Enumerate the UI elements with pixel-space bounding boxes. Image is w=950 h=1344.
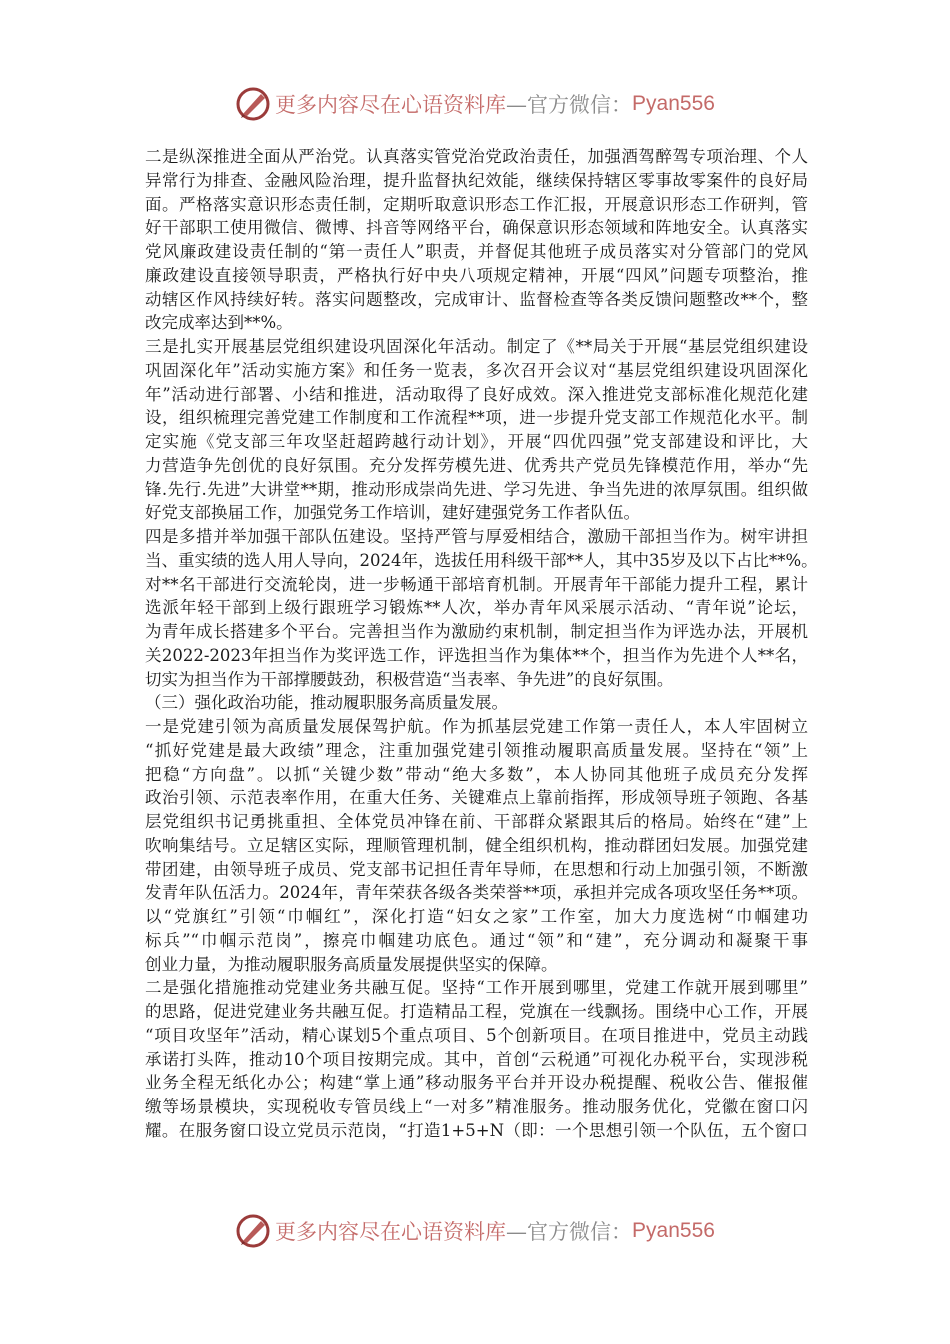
text-line: 四是多措并举加强干部队伍建设。坚持严管与厚爱相结合，激励干部担当作为。树牢讲担: [145, 527, 808, 546]
pen-logo-icon: [235, 1213, 271, 1249]
watermark-wechat-id: Pyan556: [632, 1219, 715, 1242]
text-line: 吹响集结号。立足辖区实际，理顺管理机制，健全组织机构，推动群团妇发展。加强党建: [145, 835, 808, 855]
text-line: 为青年成长搭建多个平台。完善担当作为激励约束机制，制定担当作为评选办法，开展机: [145, 622, 808, 641]
text-line: 耀。在服务窗口设立党员示范岗，“打造1+5+N（即：一个思想引领一个队伍，五个窗口: [145, 1120, 808, 1140]
watermark-text: 更多内容尽在心语资料库: [275, 1220, 507, 1244]
text-line: 关2022-2023年担当作为奖评选工作，评选担当作为集体**个，担当作为先进个人**名，: [145, 645, 808, 665]
text-line: 动辖区作风持续好转。落实问题整改，完成审计、监督检查等各类反馈问题整改**个，整: [145, 289, 808, 309]
text-line: 年”活动进行部署、小结和推进，活动取得了良好成效。深入推进党支部标准化规范化建: [145, 384, 808, 404]
text-line: 的思路，促进党建业务共融互促。打造精品工程，党旗在一线飘扬。围绕中心工作，开展: [145, 1002, 808, 1021]
text-line: 当、重实绩的选人用人导向，2024年，选拔任用科级干部**人，其中35岁及以下占比**%。: [145, 550, 818, 570]
text-line: 改完成率达到**%。: [145, 313, 293, 333]
text-line: 承诺打头阵，推动10个项目按期完成。其中，首创“云税通”可视化办税平台，实现涉税: [145, 1049, 808, 1069]
text-line: 一是党建引领为高质量发展保驾护航。作为抓基层党建工作第一责任人，本人牢固树立: [145, 717, 808, 736]
text-line: 设，组织梳理完善党建工作制度和工作流程**项，进一步提升党支部工作规范化水平。制: [145, 408, 808, 428]
text-line: 业务全程无纸化办公；构建“掌上通”移动服务平台并开设办税提醒、税收公告、催报催: [145, 1073, 808, 1093]
text-line: 以“党旗红”引领“巾帼红”，深化打造“妇女之家”工作室，加大力度选树“巾帼建功: [145, 907, 808, 926]
text-line: 廉政建设直接领导职责，严格执行好中央八项规定精神，开展“四风”问题专项整治，推: [145, 265, 808, 285]
text-line: “项目攻坚年”活动，精心谋划5个重点项目、5个创新项目。在项目推进中，党员主动践: [145, 1025, 808, 1045]
text-line: 面。严格落实意识形态责任制，定期听取意识形态工作汇报，开展意识形态工作研判，管: [145, 194, 808, 214]
text-line: 好党支部换届工作，加强党务工作培训，建好建强党务工作者队伍。: [145, 503, 640, 523]
paragraph: [145, 335, 808, 525]
text-line: 好干部职工使用微信、微博、抖音等网络平台，确保意识形态领域和阵地安全。认真落实: [145, 218, 808, 238]
watermark-wechat-id: Pyan556: [632, 92, 715, 115]
text-line: 选派年轻干部到上级行跟班学习锻炼**人次，举办青年风采展示活动、“青年说”论坛，: [145, 598, 808, 618]
document-body: [145, 145, 818, 1143]
paragraph: [145, 145, 808, 335]
text-line: 标兵”“巾帼示范岗”，擦亮巾帼建功底色。通过“领”和“建”，充分调动和凝聚干事: [145, 930, 808, 950]
text-line: 把稳“方向盘”。以抓“关键少数”带动“绝大多数”，本人协同其他班子成员充分发挥: [145, 764, 808, 784]
text-line: 缴等场景模块，实现税收专管员线上“一对多”精准服务。推动服务优化，党徽在窗口闪: [145, 1097, 808, 1116]
paragraph: [145, 715, 808, 976]
text-line: 三是扎实开展基层党组织建设巩固深化年活动。制定了《**局关于开展“基层党组织建设: [145, 337, 808, 356]
text-line: 层党组织书记勇挑重担、全体党员冲锋在前、干部群众紧跟其后的格局。始终在“建”上: [145, 812, 808, 831]
paragraph: [145, 691, 808, 715]
text-line: 带团建，由领导班子成员、党支部书记担任青年导师，在思想和行动上加强引领，不断激: [145, 859, 808, 879]
text-line: 二是纵深推进全面从严治党。认真落实管党治党政治责任，加强酒驾醉驾专项治理、个人: [145, 147, 808, 166]
text-line: 巩固深化年”活动实施方案》和任务一览表，多次召开会议对“基层党组织建设巩固深化: [145, 360, 808, 380]
text-line: 党风廉政建设责任制的“第一责任人”职责，并督促其他班子成员落实对分管部门的党风: [145, 242, 808, 261]
text-line: 锋.先行.先进”大讲堂**期，推动形成崇尚先进、学习先进、争当先进的浓厚氛围。组织做: [145, 479, 808, 499]
pen-logo-icon: [235, 86, 271, 122]
text-line: 异常行为排查、金融风险治理，提升监督执纪效能，继续保持辖区零事故零案件的良好局: [145, 170, 808, 190]
text-line: 政治引领、示范表率作用，在重大任务、关键难点上靠前指挥，形成领导班子领跑、各基: [145, 788, 808, 808]
paragraph: [145, 525, 818, 691]
text-line: 力营造争先创优的良好氛围。充分发挥劳模先进、优秀共产党员先锋模范作用，举办“先: [145, 455, 808, 475]
watermark-text: 更多内容尽在心语资料库: [275, 93, 507, 117]
text-line: 定实施《党支部三年攻坚赶超跨越行动计划》，开展“四优四强”党支部建设和评比，大: [145, 432, 808, 451]
watermark-label: —官方微信：: [506, 93, 633, 117]
text-line: “抓好党建是最大政绩”理念，注重加强党建引领推动履职高质量发展。坚持在“领”上: [145, 740, 808, 760]
text-line: （三）强化政治功能，推动履职服务高质量发展。: [145, 693, 508, 713]
paragraph: [145, 976, 808, 1142]
text-line: 切实为担当作为干部撑腰鼓劲，积极营造“当表率、争先进”的良好氛围。: [145, 669, 674, 689]
header-watermark: [0, 84, 950, 124]
footer-watermark: [0, 1211, 950, 1251]
text-line: 对**名干部进行交流轮岗，进一步畅通干部培育机制。开展青年干部能力提升工程，累计: [145, 574, 808, 594]
text-line: 二是强化措施推动党建业务共融互促。坚持“工作开展到哪里，党建工作就开展到哪里”: [145, 978, 808, 998]
text-line: 创业力量，为推动履职服务高质量发展提供坚实的保障。: [145, 954, 558, 974]
text-line: 发青年队伍活力。2024年，青年荣获各级各类荣誉**项，承担并完成各项攻坚任务**项。: [145, 883, 808, 903]
watermark-label: —官方微信：: [506, 1220, 633, 1244]
